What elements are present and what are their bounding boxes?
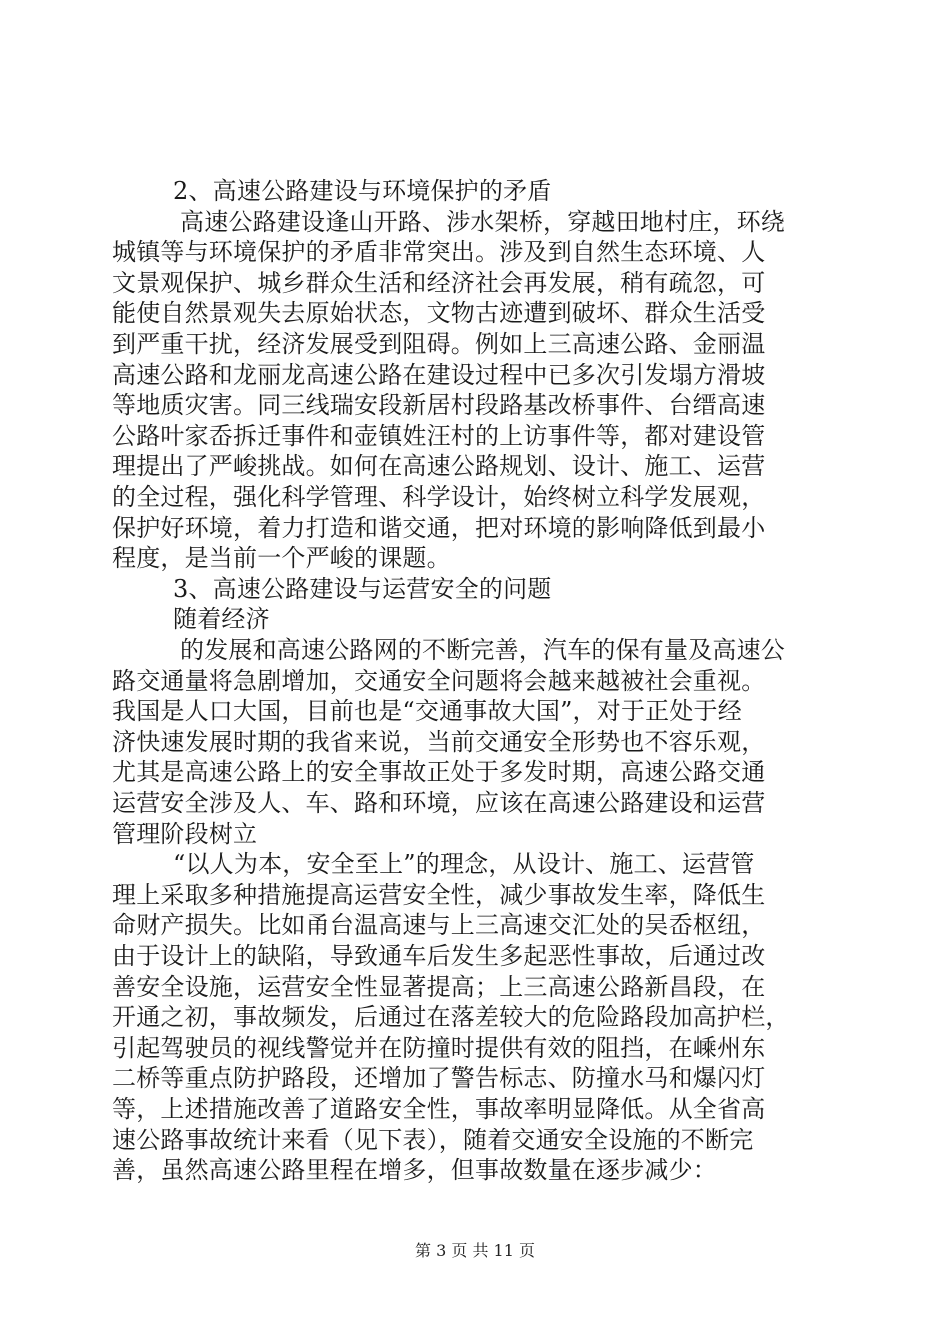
paragraph-4-line: “以人为本，安全至上”的理念，从设计、施工、运营管 bbox=[173, 850, 755, 879]
page-footer: 第 3 页 共 11 页 bbox=[415, 1241, 535, 1260]
paragraph-1-line: 程度，是当前一个严峻的课题。 bbox=[112, 544, 451, 573]
paragraph-3-line: 的发展和高速公路网的不断完善，汽车的保有量及高速公 bbox=[180, 636, 785, 664]
paragraph-1-line: 的全过程，强化科学管理、科学设计，始终树立科学发展观， bbox=[112, 483, 766, 511]
paragraph-1-line: 城镇等与环境保护的矛盾非常突出。涉及到自然生态环境、人 bbox=[112, 238, 766, 267]
paragraph-4-line: 速公路事故统计来看（见下表），随着交通安全设施的不断完 bbox=[112, 1125, 754, 1154]
section-heading-3: 3、高速公路建设与运营安全的问题 bbox=[173, 574, 552, 603]
paragraph-3-line: 济快速发展时期的我省来说，当前交通安全形势也不容乐观， bbox=[112, 727, 766, 756]
paragraph-4-line: 等，上述措施改善了道路安全性，事故率明显降低。从全省高 bbox=[112, 1095, 766, 1123]
paragraph-3-line: 运营安全涉及人、车、路和环境，应该在高速公路建设和运营 bbox=[112, 789, 766, 817]
paragraph-4-line: 引起驾驶员的视线警觉并在防撞时提供有效的阻挡，在嵊州东 bbox=[112, 1033, 766, 1062]
paragraph-3-line: 路交通量将急剧增加，交通安全问题将会越来越被社会重视。 bbox=[112, 666, 766, 695]
paragraph-3-line: 我国是人口大国，目前也是“交通事故大国”，对于正处于经 bbox=[112, 697, 742, 726]
paragraph-1-line: 公路叶家岙拆迁事件和壶镇姓汪村的上访事件等，都对建设管 bbox=[112, 421, 766, 450]
paragraph-1-line: 文景观保护、城乡群众生活和经济社会再发展，稍有疏忽，可 bbox=[112, 268, 766, 297]
paragraph-2-line: 随着经济 bbox=[173, 605, 270, 634]
paragraph-4-line: 善，虽然高速公路里程在增多，但事故数量在逐步减少： bbox=[112, 1156, 717, 1185]
paragraph-1-line: 保护好环境，着力打造和谐交通，把对环境的影响降低到最小 bbox=[112, 513, 766, 542]
paragraph-4-line: 善安全设施，运营安全性显著提高；上三高速公路新昌段，在 bbox=[112, 972, 766, 1001]
paragraph-4-line: 开通之初，事故频发，后通过在落差较大的危险路段加高护栏， bbox=[112, 1003, 790, 1032]
section-heading-2: 2、高速公路建设与环境保护的矛盾 bbox=[173, 177, 552, 205]
paragraph-4-line: 由于设计上的缺陷，导致通车后发生多起恶性事故，后通过改 bbox=[112, 942, 766, 970]
paragraph-4-line: 二桥等重点防护路段，还增加了警告标志、防撞水马和爆闪灯 bbox=[112, 1064, 766, 1093]
paragraph-1-line: 高速公路和龙丽龙高速公路在建设过程中已多次引发塌方滑坡 bbox=[112, 360, 766, 389]
paragraph-3-line: 尤其是高速公路上的安全事故正处于多发时期，高速公路交通 bbox=[112, 758, 766, 787]
paragraph-1-line: 能使自然景观失去原始状态，文物古迹遭到破坏、群众生活受 bbox=[112, 299, 766, 328]
paragraph-1-line: 高速公路建设逢山开路、涉水架桥，穿越田地村庄，环绕 bbox=[180, 207, 785, 236]
paragraph-1-line: 等地质灾害。同三线瑞安段新居村段路基改桥事件、台缙高速 bbox=[112, 391, 766, 420]
paragraph-3-line: 管理阶段树立 bbox=[112, 819, 258, 848]
paragraph-4-line: 理上采取多种措施提高运营安全性，减少事故发生率，降低生 bbox=[112, 880, 766, 909]
paragraph-1-line: 理提出了严峻挑战。如何在高速公路规划、设计、施工、运营 bbox=[112, 452, 766, 481]
paragraph-4-line: 命财产损失。比如甬台温高速与上三高速交汇处的吴岙枢纽， bbox=[112, 911, 766, 940]
paragraph-1-line: 到严重干扰，经济发展受到阻碍。例如上三高速公路、金丽温 bbox=[112, 330, 766, 358]
